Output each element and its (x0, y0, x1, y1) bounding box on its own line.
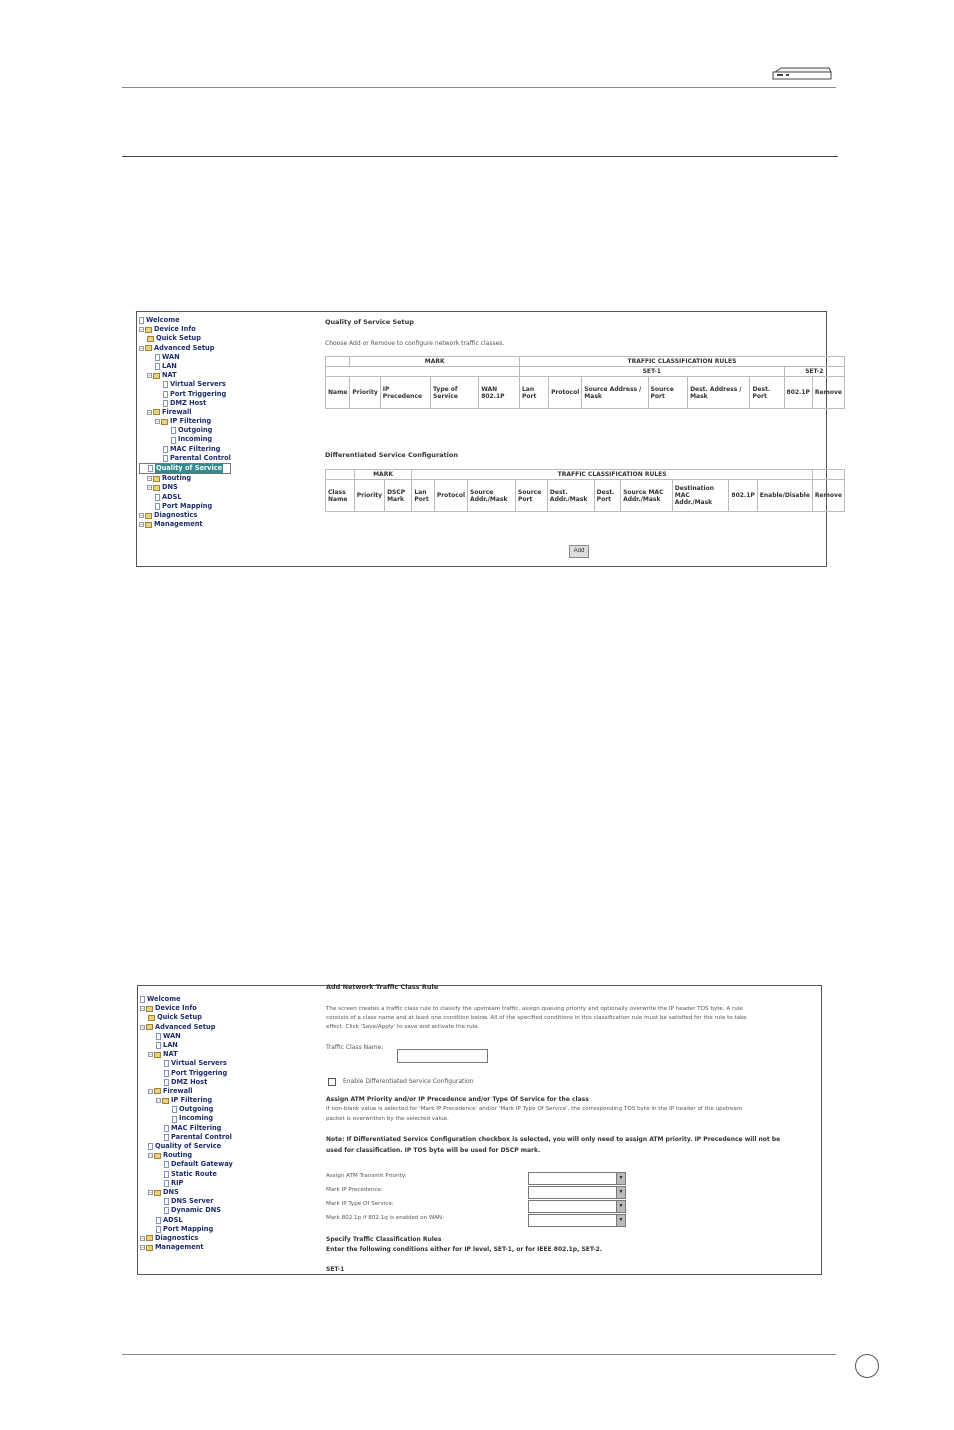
tree-item-label: DNS (163, 1187, 179, 1196)
footer-rule (122, 1354, 836, 1355)
expand-toggle-icon[interactable]: − (157, 1098, 161, 1104)
tree-item[interactable] (140, 1133, 233, 1142)
page-icon (139, 317, 144, 324)
tree-item-label: WAN (163, 1031, 181, 1040)
expand-toggle-icon[interactable]: − (148, 485, 152, 491)
tree-item-label: Firewall (163, 1086, 193, 1095)
set1-label: SET-1 (326, 1266, 345, 1273)
folder-icon (162, 1098, 169, 1104)
tree-item[interactable] (140, 1032, 233, 1041)
diff-col-header: Source MAC Addr./Mask (621, 480, 673, 512)
page-icon (172, 1116, 177, 1123)
tree-item-label: ADSL (162, 492, 182, 501)
tree-item[interactable] (140, 1050, 233, 1059)
tree-item[interactable] (140, 1188, 233, 1197)
tree-item[interactable] (139, 445, 231, 454)
diff-col-header: Dest. Port (594, 480, 620, 512)
folder-icon (146, 1006, 153, 1012)
tree-item[interactable] (140, 1179, 233, 1188)
tree-item-label: NAT (163, 1050, 178, 1059)
page-icon (155, 503, 160, 510)
atm-priority-select[interactable] (528, 1172, 626, 1185)
page-icon (155, 494, 160, 501)
tree-item-label: MAC Filtering (170, 444, 221, 453)
tree-item-label: Device Info (154, 325, 196, 334)
tree-item-label: Virtual Servers (171, 1059, 227, 1068)
folder-icon (145, 513, 152, 519)
tree-item[interactable] (139, 325, 231, 334)
assign-desc: If non-blank value is selected for 'Mark IP Precedence' and/or 'Mark IP Type Of Service', the corresponding TOS byte in the IP header of the upstream (326, 1106, 743, 1112)
diff-col-header: Remove (812, 480, 844, 512)
expand-toggle-icon[interactable]: − (140, 513, 144, 519)
tree-item[interactable] (140, 1234, 233, 1243)
tree-item-label: Management (155, 1243, 204, 1252)
header-rule-top (122, 87, 836, 88)
page-icon (164, 1079, 169, 1086)
tree-item-label: NAT (162, 371, 177, 380)
page-icon (155, 354, 160, 361)
tree-item-label: MAC Filtering (171, 1123, 222, 1132)
col-header: Type of Service (431, 377, 479, 409)
tree-item-label: Incoming (178, 435, 213, 444)
add-button[interactable]: Add (569, 545, 589, 558)
expand-toggle-icon[interactable]: − (148, 373, 152, 379)
tree-item-label: Advanced Setup (154, 343, 215, 352)
folder-icon (148, 1015, 155, 1021)
expand-toggle-icon[interactable]: − (140, 327, 144, 333)
tree-item[interactable] (139, 390, 231, 399)
expand-toggle-icon[interactable]: − (140, 345, 144, 351)
tree-item[interactable] (140, 1013, 233, 1022)
folder-icon (153, 409, 160, 415)
tree-item-label: LAN (162, 361, 177, 370)
col-header: Lan Port (519, 377, 548, 409)
diff-col-header: Priority (354, 480, 384, 512)
col-header: Source Port (648, 377, 688, 409)
tree-item[interactable] (139, 502, 231, 511)
header-rule-bottom (122, 156, 838, 157)
page-icon (164, 1060, 169, 1067)
col-header: Dest. Address / Mask (688, 377, 750, 409)
tree-item[interactable] (140, 1206, 233, 1215)
diff-col-header: DSCP Mark (385, 480, 412, 512)
tree-item[interactable] (139, 408, 231, 417)
tree-item-label: Parental Control (170, 453, 231, 462)
diffserv-title: Differentiated Service Configuration (325, 451, 458, 459)
diff-col-header: Class Name (326, 480, 355, 512)
diff-col-header: 802.1P (729, 480, 757, 512)
tree-item-label: Diagnostics (155, 1233, 199, 1242)
tree-item[interactable] (140, 1124, 233, 1133)
tree-item[interactable] (140, 1114, 233, 1123)
tree-item[interactable] (139, 463, 231, 474)
tree-item-label: Port Triggering (171, 1068, 228, 1077)
tree-item[interactable] (140, 1160, 233, 1169)
page-title: Add Network Traffic Class Rule (326, 983, 439, 991)
tree-item-label: Welcome (147, 995, 181, 1003)
page-number-circle (855, 1354, 879, 1378)
tree-item-label: Parental Control (171, 1132, 232, 1141)
tree-item[interactable] (140, 1041, 233, 1050)
page-icon (164, 1207, 169, 1214)
router-icon (771, 66, 833, 82)
tree-item-label: IP Filtering (170, 417, 212, 426)
ip-precedence-select[interactable] (528, 1186, 626, 1199)
page-icon (163, 446, 168, 453)
page-icon (156, 1217, 161, 1224)
diff-mark-header: MARK (354, 470, 412, 480)
tree-item[interactable] (140, 1096, 233, 1105)
enable-diffserv-checkbox[interactable] (328, 1078, 336, 1086)
tos-select[interactable] (528, 1200, 626, 1213)
page-icon (163, 455, 168, 462)
mark-header: MARK (350, 357, 520, 367)
dot1p-select[interactable] (528, 1214, 626, 1227)
folder-icon (145, 327, 152, 333)
tree-item-label: Routing (162, 474, 192, 483)
tree-item[interactable] (139, 426, 231, 435)
col-header: Source Address / Mask (582, 377, 648, 409)
tree-item[interactable] (140, 1216, 233, 1225)
tree-item-label: Welcome (146, 316, 180, 324)
add-rule-content (326, 983, 821, 1273)
page-icon (163, 400, 168, 407)
col-header: 802.1P (784, 377, 812, 409)
expand-toggle-icon[interactable]: − (156, 419, 160, 425)
col-header: Remove (812, 377, 844, 409)
expand-toggle-icon[interactable]: − (149, 1088, 153, 1094)
page-icon (156, 1033, 161, 1040)
tree-item-label: Quick Setup (157, 1013, 202, 1022)
folder-icon (153, 485, 160, 491)
page-icon (164, 1070, 169, 1077)
page-icon (140, 996, 145, 1003)
nav-tree (139, 316, 231, 529)
diff-col-header: Source Port (516, 480, 548, 512)
page-icon (164, 1171, 169, 1178)
tree-item[interactable] (139, 520, 231, 529)
tree-item[interactable] (139, 399, 231, 408)
tree-item-label: LAN (163, 1040, 178, 1049)
page-icon (172, 1106, 177, 1113)
tree-item[interactable] (139, 493, 231, 502)
tree-item-label: Virtual Servers (170, 380, 226, 389)
folder-icon (145, 522, 152, 528)
tree-item-label: Firewall (162, 407, 192, 416)
diff-col-header: Source Addr./Mask (468, 480, 516, 512)
tree-item-label: Outgoing (178, 426, 213, 435)
page-icon (164, 1134, 169, 1141)
tree-item[interactable] (140, 1023, 233, 1032)
tree-item[interactable] (140, 1243, 233, 1252)
page-icon (171, 437, 176, 444)
nav-tree (140, 995, 233, 1252)
page-icon (164, 1198, 169, 1205)
tree-item-label: DMZ Host (171, 1077, 208, 1086)
description-line: The screen creates a traffic class rule to classify the upstream traffic, assign queuing priority and optionally overwrite the IP header TOS byte. A rule (326, 1006, 743, 1012)
expand-toggle-icon[interactable]: − (141, 1006, 145, 1012)
tree-item-label: Device Info (155, 1004, 197, 1013)
tree-item[interactable] (139, 454, 231, 463)
field-label: Assign ATM Transmit Priority: (326, 1173, 407, 1179)
tree-item[interactable] (139, 371, 231, 380)
diff-col-header: Lan Port (412, 480, 434, 512)
rules-header: TRAFFIC CLASSIFICATION RULES (519, 357, 844, 367)
field-label: Mark IP Precedence: (326, 1187, 383, 1193)
tree-item[interactable] (140, 1105, 233, 1114)
tree-item-label: Routing (163, 1151, 193, 1160)
expand-toggle-icon[interactable]: − (140, 522, 144, 528)
folder-icon (146, 1024, 153, 1030)
tree-item-label: Quick Setup (156, 334, 201, 343)
tree-item-label: Port Mapping (162, 501, 213, 510)
tree-item-label: IP Filtering (171, 1096, 213, 1105)
tree-item[interactable] (140, 1225, 233, 1234)
diff-col-header: Dest. Addr./Mask (547, 480, 594, 512)
tree-item-label: WAN (162, 352, 180, 361)
chevron-down-icon: ▼ (616, 1215, 625, 1226)
expand-toggle-icon[interactable]: − (141, 1235, 145, 1241)
tree-item[interactable] (139, 511, 231, 520)
folder-icon (153, 476, 160, 482)
tree-item-label: DNS (162, 483, 178, 492)
page-icon (164, 1180, 169, 1187)
page-icon (148, 465, 153, 472)
folder-icon (147, 336, 154, 342)
tree-item[interactable] (139, 483, 231, 492)
tree-item-label: Quality of Service (155, 1142, 222, 1150)
tree-item[interactable] (140, 1087, 233, 1096)
tree-item[interactable] (140, 1078, 233, 1087)
diff-rules-header: TRAFFIC CLASSIFICATION RULES (412, 470, 813, 480)
expand-toggle-icon[interactable]: − (149, 1052, 153, 1058)
tree-item-label: DNS Server (171, 1197, 214, 1206)
expand-toggle-icon[interactable]: − (141, 1245, 145, 1251)
tree-item-label: RIP (171, 1178, 184, 1187)
tree-item[interactable] (139, 362, 231, 371)
field-label: Mark IP Type Of Service: (326, 1201, 394, 1207)
set1-header: SET-1 (519, 367, 784, 377)
tree-item-label: Diagnostics (154, 510, 198, 519)
tree-item-label: Dynamic DNS (171, 1206, 221, 1215)
page-icon (156, 1042, 161, 1049)
col-header: IP Precedence (380, 377, 430, 409)
specify-title: Specify Traffic Classification Rules (326, 1236, 442, 1243)
tree-item[interactable] (139, 435, 231, 444)
page-icon (148, 1143, 153, 1150)
tree-item[interactable] (139, 474, 231, 483)
tree-item[interactable] (140, 1059, 233, 1068)
expand-toggle-icon[interactable]: − (141, 1024, 145, 1030)
folder-icon (146, 1235, 153, 1241)
tree-item-label: Static Route (171, 1169, 217, 1178)
enable-diffserv-label: Enable Differentiated Service Configuration (343, 1078, 474, 1085)
col-header: Priority (350, 377, 380, 409)
tree-item-label: ADSL (163, 1215, 183, 1224)
tree-item-label: Outgoing (179, 1105, 214, 1114)
chevron-down-icon: ▼ (616, 1187, 625, 1198)
assign-desc: packet is overwritten by the selected value. (326, 1116, 449, 1122)
page-icon (156, 1226, 161, 1233)
folder-icon (154, 1153, 161, 1159)
add-traffic-class-screenshot (137, 985, 822, 1275)
folder-icon (154, 1088, 161, 1094)
page-title: Quality of Service Setup (325, 318, 414, 326)
tree-item[interactable] (139, 344, 231, 353)
expand-toggle-icon[interactable]: − (148, 409, 152, 415)
tree-item[interactable] (139, 353, 231, 362)
col-header: Protocol (549, 377, 582, 409)
tree-item[interactable] (139, 417, 231, 426)
description-line: consists of a class name and at least one condition below. All of the specified conditions in this classification rule must be satisfied for the rule to take (326, 1015, 747, 1021)
qos-class-table (325, 356, 845, 409)
expand-toggle-icon[interactable]: − (149, 1190, 153, 1196)
note-text: Note: If Differentiated Service Configuration checkbox is selected, you will only need to assign ATM priority. IP Precedence will not be (326, 1136, 781, 1143)
diff-col-header: Enable/Disable (757, 480, 812, 512)
expand-toggle-icon[interactable]: − (148, 476, 152, 482)
tree-item[interactable] (139, 316, 231, 325)
folder-icon (153, 373, 160, 379)
tree-item[interactable] (140, 1069, 233, 1078)
tree-item-label: Default Gateway (171, 1160, 233, 1169)
class-name-label: Traffic Class Name: (326, 1044, 384, 1051)
tree-item-label: DMZ Host (170, 398, 207, 407)
folder-icon (154, 1190, 161, 1196)
tree-item-label: Management (154, 520, 203, 529)
folder-icon (146, 1245, 153, 1251)
tree-item[interactable] (139, 334, 231, 343)
tree-item-label: Port Triggering (170, 389, 227, 398)
set2-header: SET-2 (784, 367, 844, 377)
folder-icon (154, 1052, 161, 1058)
tree-item[interactable] (140, 1170, 233, 1179)
page-icon (163, 381, 168, 388)
tree-item[interactable] (140, 1151, 233, 1160)
intro-text: Choose Add or Remove to configure network traffic classes. (325, 340, 505, 347)
qos-content (325, 318, 842, 512)
tree-item[interactable] (139, 380, 231, 389)
tree-item[interactable] (140, 1004, 233, 1013)
tree-item-label: Quality of Service (156, 464, 223, 472)
note-text: used for classification. IP TOS byte will be used for DSCP mark. (326, 1147, 541, 1154)
expand-toggle-icon[interactable]: − (149, 1153, 153, 1159)
col-header: Dest. Port (750, 377, 784, 409)
page-icon (155, 363, 160, 370)
page-icon (163, 391, 168, 398)
tree-item[interactable] (140, 1142, 233, 1151)
tree-item[interactable] (140, 995, 233, 1004)
tree-item-label: Port Mapping (163, 1224, 214, 1233)
tree-item[interactable] (140, 1197, 233, 1206)
qos-setup-screenshot (136, 311, 842, 567)
tree-item-label: Advanced Setup (155, 1022, 216, 1031)
field-label: Mark 802.1p if 802.1q is enabled on WAN: (326, 1215, 444, 1221)
col-header: Name (326, 377, 350, 409)
diffserv-table (325, 469, 845, 512)
specify-desc: Enter the following conditions either for IP level, SET-1, or for IEEE 802.1p, SET-2. (326, 1246, 603, 1253)
tree-item-label: Incoming (179, 1114, 214, 1123)
chevron-down-icon: ▼ (616, 1201, 625, 1212)
description-line: effect. Click 'Save/Apply' to save and activate the rule. (326, 1024, 480, 1030)
assign-title: Assign ATM Priority and/or IP Precedence and/or Type Of Service for the class (326, 1096, 589, 1103)
traffic-class-name-input[interactable] (397, 1049, 488, 1063)
page-icon (171, 427, 176, 434)
chevron-down-icon: ▼ (616, 1173, 625, 1184)
folder-icon (161, 419, 168, 425)
diff-col-header: Destination MAC Addr./Mask (672, 480, 729, 512)
col-header: WAN 802.1P (479, 377, 520, 409)
folder-icon (145, 345, 152, 351)
page-icon (164, 1161, 169, 1168)
page-icon (164, 1125, 169, 1132)
diff-col-header: Protocol (434, 480, 467, 512)
